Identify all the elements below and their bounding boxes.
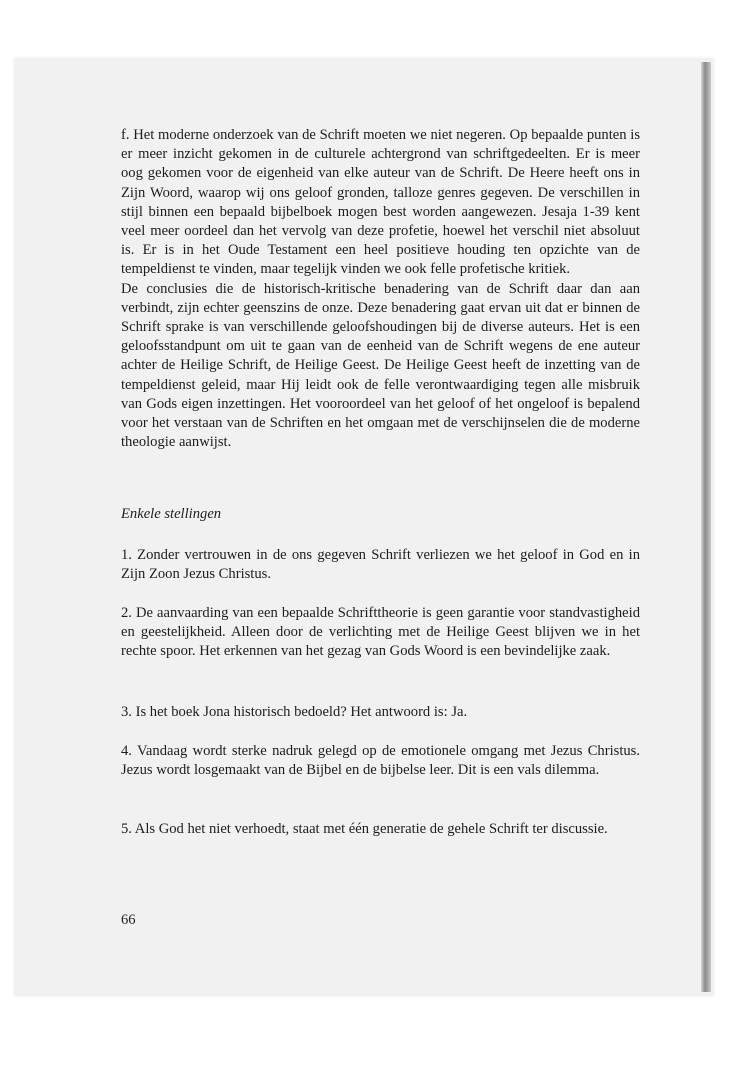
section-heading: Enkele stellingen <box>121 506 222 522</box>
thesis-5: 5. Als God het niet verhoedt, staat met één generatie de gehele Schrift ter discussie. <box>121 821 608 837</box>
thesis-1: 1. Zonder vertrouwen in de ons gegeven Schrift verliezen we het geloof in God en in Zijn Zoon Jezus Christus. <box>121 547 640 583</box>
thesis-3: 3. Is het boek Jona historisch bedoeld? Het antwoord is: Ja. <box>121 704 468 720</box>
page-number: 66 <box>121 912 136 928</box>
body-text <box>121 126 640 452</box>
page-edge <box>701 62 711 992</box>
paragraph-conclusies: De conclusies die de historisch-kritische benadering van de Schrift daar dan aan verbindt, zijn echter geenszins de onze. Deze benadering gaat ervan uit dat er binnen de Schrift sprake is van verschillende geloofshoudingen bij de diverse auteurs. Het is een geloofsstandpunt om uit te gaan van de eenheid van de Schrift wegens de ene auteur achter de Heilige Schrift, de Heilige Geest. De Heilige Geest heeft de inzetting van de tempeldienst geleid, maar Hij leidt ook de felle verontwaardiging tegen alle misbruik van Gods eigen inzettingen. Het vooroordeel van het geloof of het ongeloof is bepalend voor het verstaan van de Schriften en het omgaan met de verschijnselen die de moderne theologie aanwijst. <box>121 280 640 451</box>
thesis-2: 2. De aanvaarding van een bepaalde Schrifttheorie is geen garantie voor standvastigheid en geestelijkheid. Alleen door de verlichting met de Heilige Geest blijven we in het rechte spoor. Het erkennen van het gezag van Gods Woord is een bevindelijke zaak. <box>121 605 640 660</box>
paragraph-schrift-onderzoek: f. Het moderne onderzoek van de Schrift moeten we niet negeren. Op bepaalde punten is er meer inzicht gekomen in de culturele achtergrond van schriftgedeelten. Er is meer oog gekomen voor de eigenheid van elke auteur van de Schrift. De Heere heeft ons in Zijn Woord, waarop wij ons geloof gronden, talloze genres gegeven. De verschillen in stijl binnen een bepaald bijbelboek mogen best worden aangewezen. Jesaja 1-39 kent veel meer oordeel dan het vervolg van deze profetie, hoewel het verschil niet absoluut is. Er is in het Oude Testament een heel positieve houding ten opzichte van de tempeldienst te vinden, maar tegelijk vinden we ook felle profetische kritiek. <box>121 127 640 278</box>
thesis-4: 4. Vandaag wordt sterke nadruk gelegd op de emotionele omgang met Jezus Christus. Jezus wordt losgemaakt van de Bijbel en de bijbelse leer. Dit is een vals dilemma. <box>121 743 640 779</box>
